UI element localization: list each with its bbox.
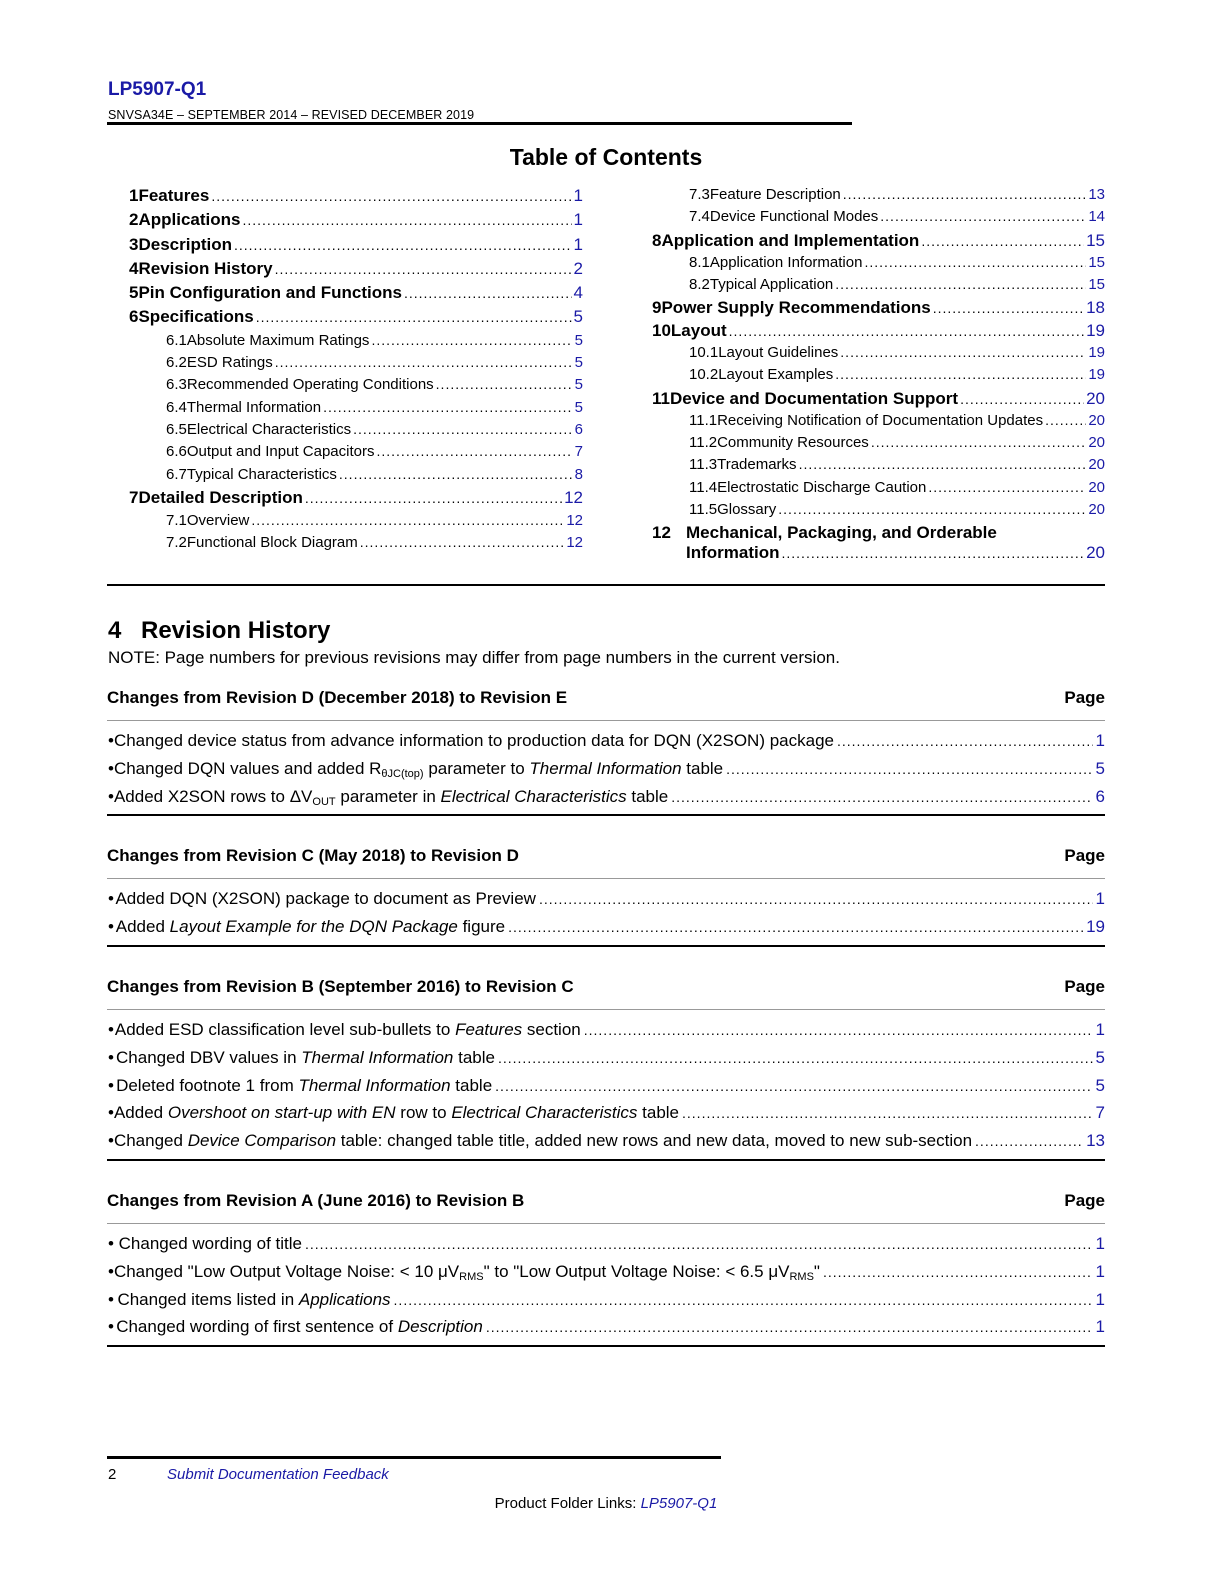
toc-leader [360, 534, 565, 550]
document-title: LP5907-Q1 [108, 79, 207, 100]
change-text: Changed device status from advance information to production data for DQN (X2SON) package [113, 731, 834, 750]
bullet: • [108, 1047, 114, 1067]
toc-entry-label: Typical Application [709, 275, 834, 293]
revision-group-title: Changes from Revision C (May 2018) to Revision D [107, 846, 519, 865]
change-page-link[interactable]: 13 [1086, 1131, 1105, 1151]
leader [539, 891, 1093, 907]
footer-divider [107, 1456, 721, 1459]
toc-entry-number: 7.3 [689, 186, 710, 203]
toc-leader [436, 376, 573, 392]
toc-subentry[interactable] [652, 254, 1105, 276]
toc-entry-label: ESD Ratings [186, 354, 273, 372]
toc-leader [921, 233, 1084, 249]
toc-subentry[interactable] [652, 208, 1105, 230]
toc-page-link[interactable]: 2 [573, 258, 583, 278]
change-text: Deleted footnote 1 from Thermal Information table [116, 1075, 493, 1095]
toc-left-column [129, 186, 583, 557]
change-page-link[interactable]: 1 [1095, 1261, 1105, 1281]
toc-page-link[interactable]: 20 [1086, 543, 1105, 563]
bullet: • [108, 758, 114, 778]
toc-entry-number: 10.1 [689, 344, 719, 362]
toc-entry[interactable] [129, 307, 583, 331]
toc-entry-number: 7.2 [166, 534, 187, 552]
toc-page-link[interactable]: 19 [1086, 321, 1105, 341]
bullet: • [108, 1075, 114, 1095]
toc-subentry[interactable] [129, 354, 583, 376]
toc-entry-number: 11.1 [689, 411, 718, 429]
header-divider [107, 122, 852, 125]
change-text: Changed wording of title [118, 1234, 302, 1253]
bullet: • [108, 1261, 114, 1281]
toc-leader [256, 309, 572, 325]
toc-leader [371, 332, 572, 348]
revision-group-title: Changes from Revision A (June 2016) to Revision B [107, 1191, 525, 1210]
product-folder-link[interactable]: LP5907-Q1 [640, 1495, 718, 1512]
toc-entry-number: 2 [129, 210, 139, 230]
toc-leader [840, 344, 1086, 360]
toc-subentry[interactable] [652, 276, 1105, 298]
toc-leader [305, 490, 562, 506]
change-page-link[interactable]: 5 [1095, 758, 1105, 778]
toc-entry-number: 7.1 [166, 512, 187, 530]
toc-entry[interactable] [129, 283, 583, 307]
section-number: 4 [108, 617, 122, 644]
change-text: Changed DBV values in Thermal Information table [116, 1047, 495, 1067]
change-item [107, 759, 1105, 787]
toc-entry-label: Recommended Operating Conditions [186, 376, 434, 394]
bullet: • [108, 1234, 114, 1253]
toc-page-link[interactable]: 15 [1088, 275, 1105, 293]
toc-entry-label: Detailed Description [138, 487, 303, 507]
toc-leader [251, 512, 564, 528]
toc-entry[interactable] [652, 298, 1105, 321]
leader [394, 1292, 1093, 1308]
change-list [107, 721, 1105, 814]
toc-page-link[interactable]: 13 [1088, 186, 1105, 203]
toc-entry-label: Application Information [709, 253, 863, 271]
toc-page-link[interactable]: 5 [574, 398, 583, 416]
toc-entry-number: 9 [652, 298, 662, 318]
leader [508, 919, 1083, 935]
change-item [107, 1290, 1105, 1318]
toc-entry-label: Absolute Maximum Ratings [186, 331, 370, 349]
toc-entry-label: Trademarks [717, 456, 797, 474]
toc-subentry[interactable] [129, 512, 583, 534]
change-list [107, 1224, 1105, 1345]
page-column-header: Page [1064, 1191, 1105, 1210]
document-id: SNVSA34E – SEPTEMBER 2014 – REVISED DECEMBER 2019 [108, 108, 475, 122]
toc-leader [353, 421, 573, 437]
toc-entry-label: Description [138, 234, 232, 254]
toc-page-link[interactable]: 12 [566, 534, 583, 552]
toc-leader [234, 237, 572, 253]
leader [584, 1022, 1093, 1038]
toc-entry-label: Electrical Characteristics [186, 420, 352, 438]
change-page-link[interactable]: 1 [1095, 1020, 1105, 1039]
toc-leader [880, 208, 1086, 224]
toc-leader [376, 443, 572, 459]
revision-group [107, 977, 1105, 1161]
group-bottom-rule [107, 945, 1105, 947]
toc-page-link[interactable]: 8 [574, 465, 583, 483]
change-page-link[interactable]: 1 [1095, 1234, 1105, 1253]
toc-leader [339, 466, 573, 482]
toc-page-link[interactable]: 1 [573, 234, 583, 254]
toc-entry-number: 6.1 [166, 331, 187, 349]
toc-entry-label: Receiving Notification of Documentation Updates [717, 411, 1044, 429]
product-folder-label: Product Folder Links: [494, 1495, 641, 1512]
toc-page-link[interactable]: 6 [574, 420, 583, 438]
toc-entry-label: Glossary [717, 500, 777, 518]
toc-entry[interactable] [129, 186, 583, 210]
toc-page-link[interactable]: 12 [564, 487, 583, 507]
change-text: Changed wording of first sentence of Description [116, 1317, 483, 1337]
change-list [107, 1010, 1105, 1159]
change-item [107, 1262, 1105, 1290]
leader [498, 1050, 1093, 1066]
toc-right-column [652, 186, 1105, 566]
toc-entry-number: 8.1 [689, 253, 710, 271]
change-page-link[interactable]: 1 [1095, 731, 1105, 750]
toc-entry-label: Layout [670, 321, 727, 341]
toc-entry-label: Functional Block Diagram [186, 534, 358, 552]
toc-entry-number: 6.2 [166, 354, 187, 372]
toc-entry-number: 7.4 [689, 208, 710, 226]
toc-entry-number: 6.3 [166, 376, 187, 394]
toc-subentry[interactable] [652, 412, 1105, 434]
toc-leader [871, 434, 1087, 450]
revision-group-header [107, 846, 1105, 872]
toc-entry-label: Pin Configuration and Functions [138, 283, 402, 303]
revision-group [107, 688, 1105, 816]
bullet: • [108, 1289, 114, 1309]
toc-entry-label: Layout Examples [718, 366, 834, 384]
toc-page-link[interactable]: 5 [573, 307, 583, 327]
toc-entry-label: Device and Documentation Support [669, 388, 959, 408]
change-page-link[interactable]: 5 [1095, 1075, 1105, 1095]
change-item [107, 1076, 1105, 1104]
toc-entry-label: Typical Characteristics [186, 465, 337, 483]
toc-entry-number: 11.4 [689, 478, 718, 496]
toc-entry-label: Electrostatic Discharge Caution [717, 478, 927, 496]
toc-entry-label: Mechanical, Packaging, and Orderable [686, 523, 997, 543]
group-bottom-rule [107, 1159, 1105, 1161]
toc-leader [799, 456, 1087, 472]
toc-entry-label: Feature Description [709, 186, 841, 203]
leader [682, 1105, 1093, 1121]
change-page-link[interactable]: 1 [1095, 1289, 1105, 1309]
toc-page-link[interactable]: 4 [573, 283, 583, 303]
change-text: Changed Device Comparison table: changed table title, added new rows and new data, moved to new sub-section [113, 1131, 973, 1151]
revision-group-header [107, 1191, 1105, 1217]
toc-page-link[interactable]: 19 [1088, 366, 1105, 384]
toc-entry-number: 6.6 [166, 443, 187, 461]
toc-page-link[interactable]: 5 [574, 376, 583, 394]
toc-leader [782, 545, 1085, 561]
toc-entry-number: 6.5 [166, 420, 187, 438]
toc-entry-number: 1 [129, 186, 139, 205]
toc-leader [933, 300, 1084, 316]
leader [305, 1236, 1093, 1252]
toc-entry[interactable] [652, 389, 1105, 412]
group-bottom-rule [107, 814, 1105, 816]
toc-leader [835, 276, 1086, 292]
feedback-link[interactable]: Submit Documentation Feedback [167, 1466, 389, 1483]
toc-entry-number: 11.2 [689, 434, 718, 452]
toc-leader [1045, 412, 1086, 428]
section-title: Revision History [141, 617, 331, 644]
toc-leader [211, 188, 571, 204]
toc-subentry[interactable] [129, 466, 583, 488]
bullet: • [108, 731, 114, 750]
change-item [107, 731, 1105, 759]
toc-leader [835, 366, 1086, 382]
bullet: • [108, 1131, 114, 1151]
bullet: • [108, 786, 114, 806]
toc-entry-number: 5 [129, 283, 139, 303]
revision-group-header [107, 977, 1105, 1003]
change-item [107, 917, 1105, 945]
toc-entry-number: 12 [652, 523, 671, 543]
change-list [107, 879, 1105, 945]
change-text: Added X2SON rows to $\Delta V_{OUT}$ parameter in Electrical Characteristics table [113, 786, 669, 808]
toc-entry-label: Applications [138, 210, 241, 230]
toc-subentry[interactable] [129, 332, 583, 354]
toc-entry-number: 11.5 [689, 500, 718, 518]
bullet: • [108, 1020, 114, 1039]
revision-group-header [107, 688, 1105, 714]
toc-page-link[interactable]: 20 [1086, 388, 1105, 408]
section-note: NOTE: Page numbers for previous revisions may differ from page numbers in the current version. [108, 648, 840, 667]
toc-entry-continued[interactable] [652, 543, 1105, 566]
toc-entry[interactable] [129, 488, 583, 512]
toc-page-link[interactable]: 19 [1088, 344, 1105, 362]
toc-entry-number: 6.7 [166, 465, 187, 483]
leader [486, 1319, 1093, 1335]
toc-entry[interactable] [652, 231, 1105, 254]
toc-page-link[interactable]: 5 [574, 331, 583, 349]
bullet: • [108, 1317, 114, 1337]
toc-entry[interactable] [652, 523, 1105, 543]
toc-entry-label: Specifications [138, 307, 254, 327]
toc-page-link[interactable]: 7 [574, 443, 583, 461]
product-folder-links [0, 1495, 1212, 1512]
toc-entry-number: 8 [652, 230, 662, 250]
toc-entry[interactable] [129, 259, 583, 283]
toc-entry[interactable] [652, 321, 1105, 344]
toc-subentry[interactable] [652, 456, 1105, 478]
toc-subentry[interactable] [129, 421, 583, 443]
toc-page-link[interactable]: 12 [566, 512, 583, 530]
change-page-link[interactable]: 1 [1095, 889, 1105, 908]
change-text: Added Overshoot on start-up with EN row to Electrical Characteristics table [113, 1103, 680, 1123]
leader [975, 1133, 1083, 1149]
toc-page-link[interactable]: 18 [1086, 298, 1105, 318]
toc-page-link[interactable]: 15 [1086, 230, 1105, 250]
toc-subentry[interactable] [652, 479, 1105, 501]
bullet: • [108, 916, 114, 936]
toc-entry-label: Application and Implementation [661, 230, 920, 250]
change-text: Changed "Low Output Voltage Noise: < 10 $\mu V_{RMS}$" to "Low Output Voltage Noise: < 6.5 $\mu V_{RMS}$" [113, 1261, 820, 1283]
change-page-link[interactable]: 19 [1086, 916, 1105, 936]
toc-subentry[interactable] [652, 344, 1105, 366]
toc-page-link[interactable]: 15 [1088, 253, 1105, 271]
change-item [107, 1234, 1105, 1262]
bullet: • [108, 1103, 114, 1123]
toc-entry-number: 8.2 [689, 275, 710, 293]
toc-subentry[interactable] [652, 366, 1105, 388]
toc-entry-number: 4 [129, 258, 139, 278]
page-column-header: Page [1064, 977, 1105, 996]
toc-subentry[interactable] [652, 434, 1105, 456]
toc-entry-label: Overview [186, 512, 250, 530]
toc-entry-label: Community Resources [717, 434, 869, 452]
toc-page-link[interactable]: 1 [573, 186, 583, 205]
toc-entry-number: 10 [652, 321, 671, 341]
toc-entry-label: Output and Input Capacitors [186, 443, 375, 461]
toc-subentry[interactable] [652, 186, 1105, 208]
section-heading [108, 617, 330, 645]
bullet: • [108, 889, 114, 908]
change-item [107, 787, 1105, 815]
toc-entry[interactable] [129, 235, 583, 259]
toc-page-link[interactable]: 20 [1088, 478, 1105, 496]
toc-entry-number: 6 [129, 307, 139, 327]
toc-entry-number: 11.3 [689, 456, 718, 474]
leader [823, 1264, 1093, 1280]
change-text: Changed items listed in Applications [117, 1289, 391, 1309]
toc-entry-number: 11 [652, 388, 670, 408]
revision-group [107, 1191, 1105, 1347]
toc-page-link[interactable]: 20 [1088, 411, 1105, 429]
toc-page-link[interactable]: 20 [1088, 434, 1105, 452]
toc-leader [729, 323, 1084, 339]
toc-subentry[interactable] [129, 399, 583, 421]
toc-leader [275, 354, 573, 370]
toc-entry-label: Thermal Information [186, 398, 322, 416]
toc-subentry[interactable] [129, 376, 583, 398]
toc-leader [778, 501, 1086, 517]
revision-group [107, 846, 1105, 947]
toc-page-link[interactable]: 5 [574, 354, 583, 372]
change-text: Changed DQN values and added $R_{\theta JC(top)}$ parameter to Thermal Information table [113, 758, 724, 780]
leader [671, 789, 1092, 805]
change-item [107, 889, 1105, 917]
change-item [107, 1131, 1105, 1159]
toc-leader [323, 399, 573, 415]
toc-subentry[interactable] [652, 501, 1105, 523]
change-page-link[interactable]: 6 [1095, 786, 1105, 806]
toc-entry-label: Information [686, 543, 780, 563]
toc-entry-number: 6.4 [166, 398, 187, 416]
change-text: Added Layout Example for the DQN Package figure [115, 916, 506, 936]
toc-entry-label: Features [138, 186, 210, 205]
toc-divider [107, 584, 1105, 586]
change-text: Added DQN (X2SON) package to document as Preview [115, 889, 536, 908]
revision-group-title: Changes from Revision D (December 2018) to Revision E [107, 688, 568, 707]
leader [837, 733, 1093, 749]
change-item [107, 1103, 1105, 1131]
toc-leader [242, 212, 571, 228]
toc-subentry[interactable] [129, 534, 583, 556]
page-number: 2 [108, 1466, 117, 1483]
change-item [107, 1317, 1105, 1345]
change-page-link[interactable]: 5 [1095, 1047, 1105, 1067]
toc-leader [843, 186, 1087, 202]
toc-leader [404, 285, 572, 301]
change-item [107, 1048, 1105, 1076]
toc-entry-label: Layout Guidelines [718, 344, 839, 362]
change-page-link[interactable]: 7 [1095, 1103, 1105, 1123]
toc-entry-label: Power Supply Recommendations [661, 298, 931, 318]
toc-leader [275, 261, 572, 277]
toc-entry-label: Device Functional Modes [709, 208, 879, 226]
toc-leader [960, 391, 1084, 407]
toc-heading: Table of Contents [509, 144, 703, 170]
change-page-link[interactable]: 1 [1095, 1317, 1105, 1337]
change-text: Added ESD classification level sub-bullets to Features section [114, 1020, 581, 1039]
toc-subentry[interactable] [129, 443, 583, 465]
toc-entry-number: 10.2 [689, 366, 719, 384]
toc-leader [864, 254, 1086, 270]
toc-page-link[interactable]: 1 [573, 210, 583, 230]
toc-entry[interactable] [129, 210, 583, 234]
leader [726, 761, 1092, 777]
toc-entry-label: Revision History [138, 258, 273, 278]
toc-page-link[interactable]: 20 [1088, 456, 1105, 474]
group-bottom-rule [107, 1345, 1105, 1347]
toc-leader [928, 479, 1086, 495]
toc-entry-number: 3 [129, 234, 139, 254]
toc-page-link[interactable]: 14 [1088, 208, 1105, 226]
leader [495, 1078, 1092, 1094]
change-item [107, 1020, 1105, 1048]
page-column-header: Page [1064, 688, 1105, 707]
toc-page-link[interactable]: 20 [1088, 500, 1105, 518]
toc-entry-number: 7 [129, 487, 139, 507]
revision-group-title: Changes from Revision B (September 2016) to Revision C [107, 977, 574, 996]
page-column-header: Page [1064, 846, 1105, 865]
